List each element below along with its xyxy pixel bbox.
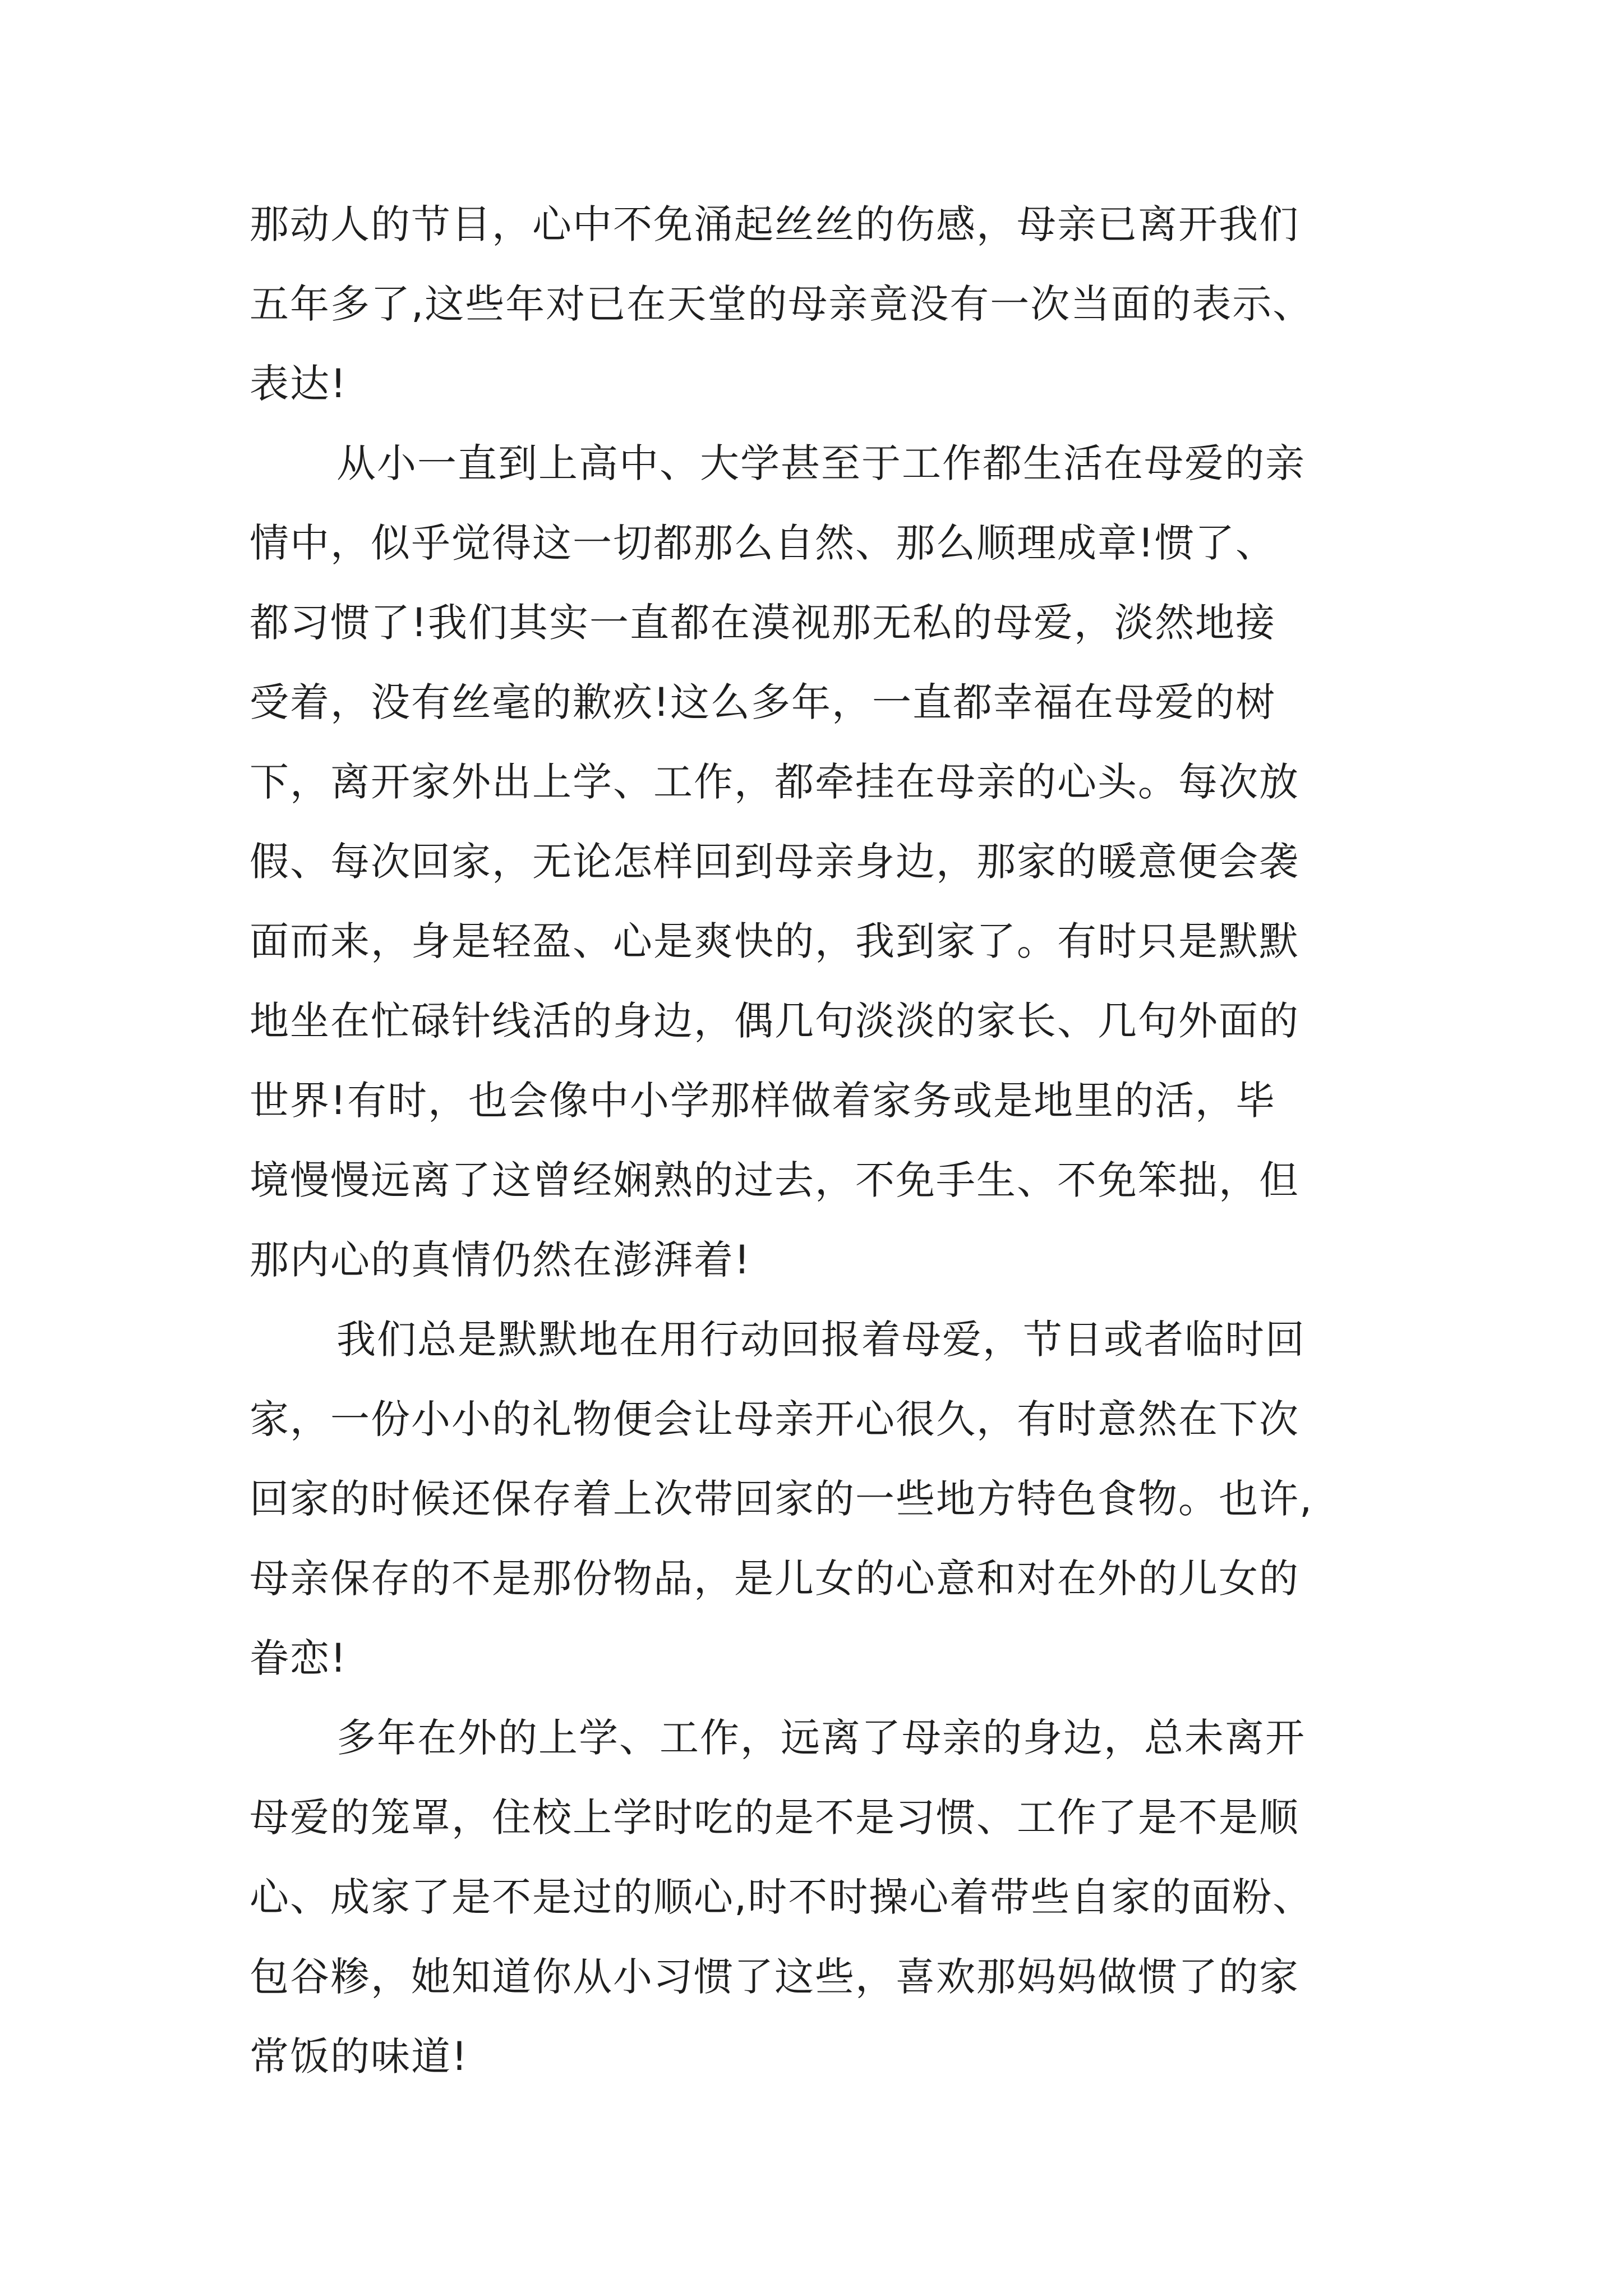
text-line-11: 地坐在忙碌针线活的身边，偶几句淡淡的家长、几句外面的 bbox=[250, 998, 1299, 1044]
text-line-1: 那动人的节目，心中不免涌起丝丝的伤感，母亲已离开我们 bbox=[250, 201, 1299, 247]
text-line-14: 那内心的真情仍然在澎湃着! bbox=[250, 1237, 751, 1283]
text-line-7: 受着，没有丝毫的歉疚!这么多年，一直都幸福在母爱的树 bbox=[250, 679, 1276, 725]
text-line-23: 包谷糁，她知道你从小习惯了这些，喜欢那妈妈做惯了的家 bbox=[250, 1954, 1299, 2000]
text-line-8: 下，离开家外出上学、工作，都牵挂在母亲的心头。每次放 bbox=[250, 759, 1299, 805]
text-line-6: 都习惯了!我们其实一直都在漠视那无私的母爱，淡然地接 bbox=[250, 600, 1276, 646]
text-line-17: 回家的时候还保存着上次带回家的一些地方特色食物。也许, bbox=[250, 1476, 1313, 1522]
text-line-24: 常饭的味道! bbox=[250, 2033, 469, 2079]
text-line-10: 面而来，身是轻盈、心是爽快的，我到家了。有时只是默默 bbox=[250, 918, 1299, 964]
text-line-20: 多年在外的上学、工作，远离了母亲的身边，总未离开 bbox=[336, 1715, 1306, 1761]
text-line-16: 家，一份小小的礼物便会让母亲开心很久，有时意然在下次 bbox=[250, 1396, 1299, 1442]
text-line-3: 表达! bbox=[250, 361, 348, 407]
text-line-5: 情中，似乎觉得这一切都那么自然、那么顺理成章!惯了、 bbox=[250, 520, 1276, 566]
text-line-4: 从小一直到上高中、大学甚至于工作都生活在母爱的亲 bbox=[336, 440, 1306, 486]
text-line-18: 母亲保存的不是那份物品，是儿女的心意和对在外的儿女的 bbox=[250, 1556, 1299, 1602]
text-line-9: 假、每次回家，无论怎样回到母亲身边，那家的暖意便会袭 bbox=[250, 839, 1299, 885]
text-line-12: 世界!有时，也会像中小学那样做着家务或是地里的活，毕 bbox=[250, 1078, 1276, 1124]
text-line-2: 五年多了,这些年对已在天堂的母亲竟没有一次当面的表示、 bbox=[250, 281, 1313, 327]
text-line-21: 母爱的笼罩，住校上学时吃的是不是习惯、工作了是不是顺 bbox=[250, 1795, 1299, 1841]
text-line-15: 我们总是默默地在用行动回报着母爱，节日或者临时回 bbox=[336, 1317, 1306, 1363]
text-line-22: 心、成家了是不是过的顺心,时不时操心着带些自家的面粉、 bbox=[250, 1874, 1313, 1920]
text-line-13: 境慢慢远离了这曾经娴熟的过去，不免手生、不免笨拙，但 bbox=[250, 1157, 1299, 1203]
text-line-19: 眷恋! bbox=[250, 1635, 348, 1681]
